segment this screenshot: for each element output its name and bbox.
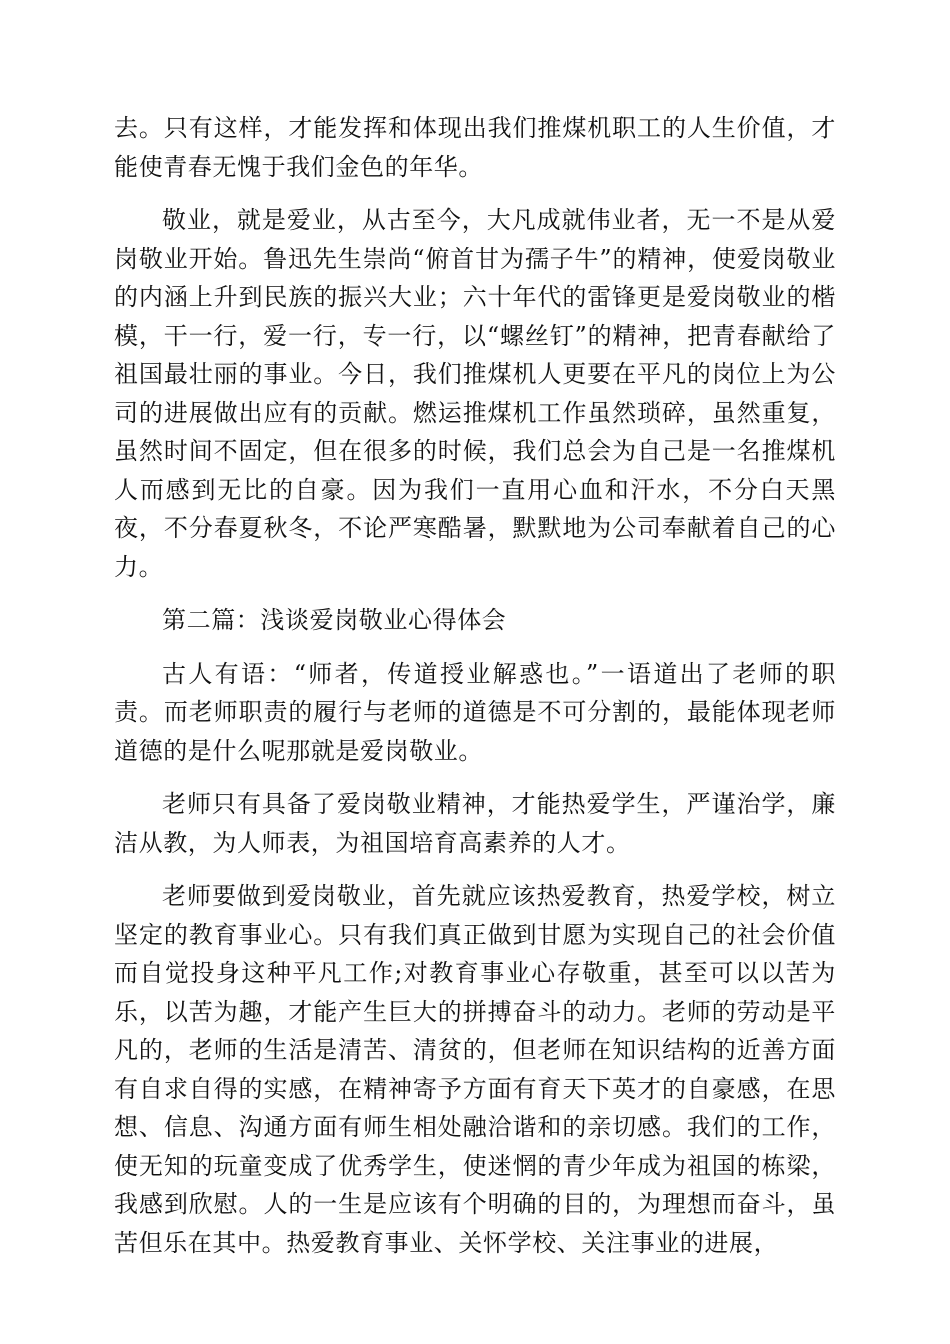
- paragraph-5: 老师要做到爱岗敬业，首先就应该热爱教育，热爱学校，树立坚定的教育事业心。只有我们真正做到甘愿为实现自己的社会价值而自觉投身这种平凡工作;对教育事业心存敬重，甚至可以以苦为乐，以苦为趣，才能产生巨大的拼搏奋斗的动力。老师的劳动是平凡的，老师的生活是清苦、清贫的，但老师在知识结构的近善方面有自求自得的实感，在精神寄予方面有育天下英才的自豪感，在思想、信息、沟通方面有师生相处融洽谐和的亲切感。我们的工作，使无知的玩童变成了优秀学生，使迷惘的青少年成为祖国的栋梁，我感到欣慰。人的一生是应该有个明确的目的，为理想而奋斗，虽苦但乐在其中。热爱教育事业、关怀学校、关注事业的进展，: [114, 882, 836, 1257]
- paragraph-2: 敬业，就是爱业，从古至今，大凡成就伟业者，无一不是从爱岗敬业开始。鲁迅先生崇尚“俯首甘为孺子牛”的精神，使爱岗敬业的内涵上升到民族的振兴大业；六十年代的雷锋更是爱岗敬业的楷模，干一行，爱一行，专一行，以“螺丝钉”的精神，把青春献给了祖国最壮丽的事业。今日，我们推煤机人更要在平凡的岗位上为公司的进展做出应有的贡献。燃运推煤机工作虽然琐碎，虽然重复，虽然时间不固定，但在很多的时候，我们总会为自己是一名推煤机人而感到无比的自豪。因为我们一直用心血和汗水，不分白天黑夜，不分春夏秋冬，不论严寒酷暑，默默地为公司奉献着自己的心力。: [114, 206, 836, 581]
- paragraph-4: 老师只有具备了爱岗敬业精神，才能热爱学生，严谨治学，廉洁从教，为人师表，为祖国培育高素养的人才。: [114, 790, 836, 857]
- section-heading: 第二篇：浅谈爱岗敬业心得体会: [162, 606, 507, 634]
- paragraph-3: 古人有语：“师者，传道授业解惑也。”一语道出了老师的职责。而老师职责的履行与老师的道德是不可分割的，最能体现老师道德的是什么呢那就是爱岗敬业。: [114, 659, 836, 765]
- paragraph-1: 去。只有这样，才能发挥和体现出我们推煤机职工的人生价值，才能使青春无愧于我们金色的年华。: [114, 114, 836, 181]
- document-body: [114, 109, 836, 1277]
